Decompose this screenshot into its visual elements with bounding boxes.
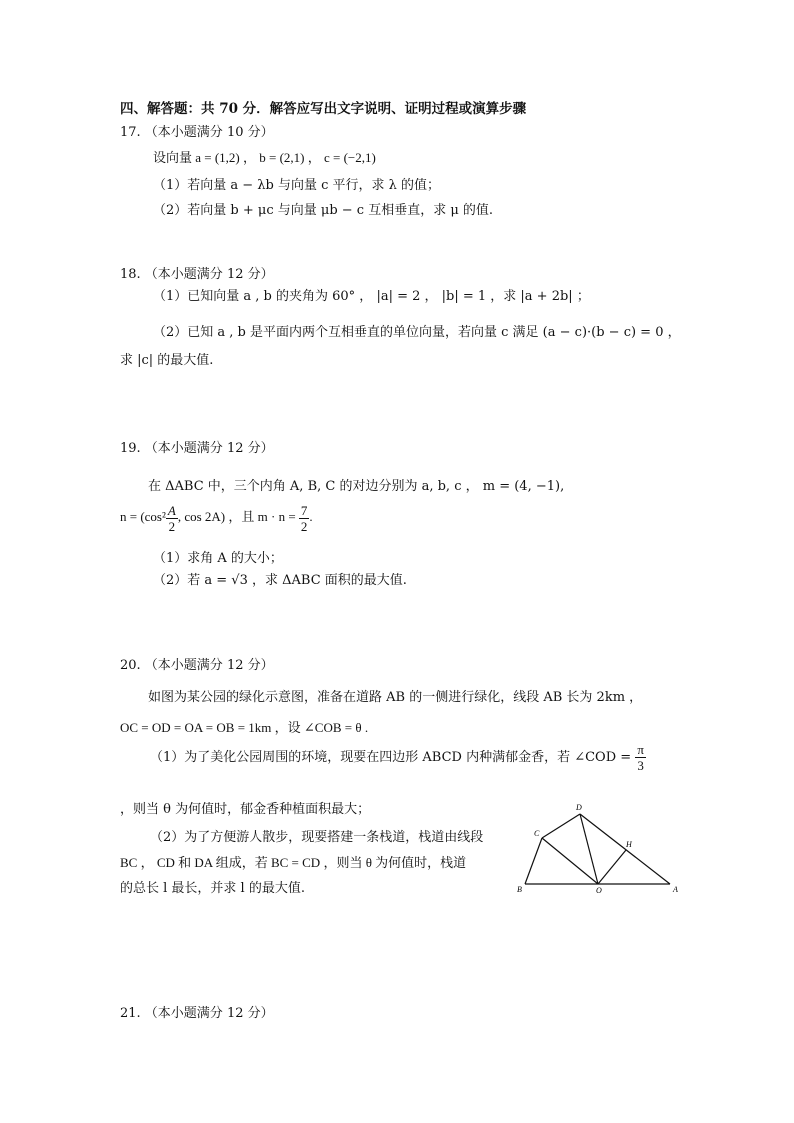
q20-part1-text: （1）为了美化公园周围的环境，现要在四边形 ABCD 内种满郁金香，若 ∠COD = bbox=[150, 750, 632, 765]
label-b: B bbox=[517, 885, 522, 894]
q18-part2-line1: （2）已知 a , b 是平面内两个互相垂直的单位向量，若向量 c 满足 (a − c)·(b − c) = 0 ， bbox=[153, 325, 681, 340]
fraction-numerator: 7 bbox=[300, 502, 308, 518]
label-h: H bbox=[626, 840, 632, 849]
section-header: 四、解答题：共 70 分．解答应写出文字说明、证明过程或演算步骤 bbox=[120, 101, 527, 117]
segment-oh bbox=[598, 850, 626, 884]
label-d: D bbox=[576, 803, 582, 812]
q20-part1-line2: ，则当 θ 为何值时，郁金香种植面积最大； bbox=[120, 802, 371, 817]
q21-title: 21. （本小题满分 12 分） bbox=[120, 1006, 274, 1021]
q17-part2: （2）若向量 b + μc 与向量 μb − c 互相垂直，求 μ 的值. bbox=[153, 203, 494, 218]
segment-cd bbox=[542, 814, 580, 838]
segment-od bbox=[580, 814, 598, 884]
q17-part1: （1）若向量 a − λb 与向量 c 平行，求 λ 的值； bbox=[153, 178, 441, 193]
fraction-denominator: 2 bbox=[300, 518, 308, 534]
q19-statement-line2 bbox=[120, 500, 313, 534]
fraction-denominator: 3 bbox=[637, 758, 644, 773]
q19-dot-product: , cos 2A) ，且 m · n = bbox=[177, 509, 296, 524]
q18-part1: （1）已知向量 a , b 的夹角为 60° ， |a| = 2 ， |b| = 1 ，求 |a + 2b| ； bbox=[153, 289, 590, 304]
label-a: A bbox=[673, 885, 678, 894]
park-diagram bbox=[512, 800, 684, 896]
q18-title: 18. （本小题满分 12 分） bbox=[120, 267, 274, 282]
fraction-denominator: 2 bbox=[168, 518, 176, 534]
q20-part2-line3: 的总长 l 最长，并求 l 的最大值. bbox=[120, 881, 305, 896]
q19-n-vector: n = (cos² bbox=[120, 509, 166, 524]
q20-part1-line1 bbox=[150, 740, 646, 776]
q20-title: 20. （本小题满分 12 分） bbox=[120, 658, 274, 673]
q20-part2-line1: （2）为了方便游人散步，现要搭建一条栈道，栈道由线段 bbox=[150, 830, 484, 845]
q18-part2-line2: 求 |c| 的最大值. bbox=[120, 353, 214, 368]
q20-statement-line1: 如图为某公园的绿化示意图，准备在道路 AB 的一侧进行绿化，线段 AB 长为 2km ， bbox=[148, 690, 643, 705]
q19-statement-line1: 在 ΔABC 中，三个内角 A, B, C 的对边分别为 a, b, c ， m = (4, −1), bbox=[148, 479, 565, 494]
q20-statement-line2: OC = OD = OA = OB = 1km ，设 ∠COB = θ . bbox=[120, 720, 369, 735]
q19-half-angle-fraction bbox=[166, 503, 178, 534]
q20-part2-line2: BC ， CD 和 DA 组成，若 BC = CD ，则当 θ 为何值时，栈道 bbox=[120, 855, 467, 870]
q19-part1: （1）求角 A 的大小； bbox=[153, 551, 283, 566]
segment-bc bbox=[525, 838, 542, 884]
label-c: C bbox=[534, 829, 540, 838]
segment-da bbox=[580, 814, 670, 884]
q17-vectors: 设向量 a = (1,2) ， b = (2,1) ， c = (−2,1) bbox=[153, 150, 376, 165]
q17-title: 17. （本小题满分 10 分） bbox=[120, 125, 274, 140]
fraction-numerator: π bbox=[637, 742, 644, 757]
fraction-numerator: A bbox=[167, 502, 176, 518]
label-o: O bbox=[596, 886, 602, 895]
q19-period: . bbox=[309, 509, 313, 524]
q19-title: 19. （本小题满分 12 分） bbox=[120, 441, 274, 456]
q19-value-fraction bbox=[299, 502, 313, 534]
segment-oc bbox=[542, 838, 598, 884]
q19-part2: （2）若 a = √3 ，求 ΔABC 面积的最大值. bbox=[153, 573, 407, 588]
q20-angle-fraction bbox=[635, 742, 646, 773]
